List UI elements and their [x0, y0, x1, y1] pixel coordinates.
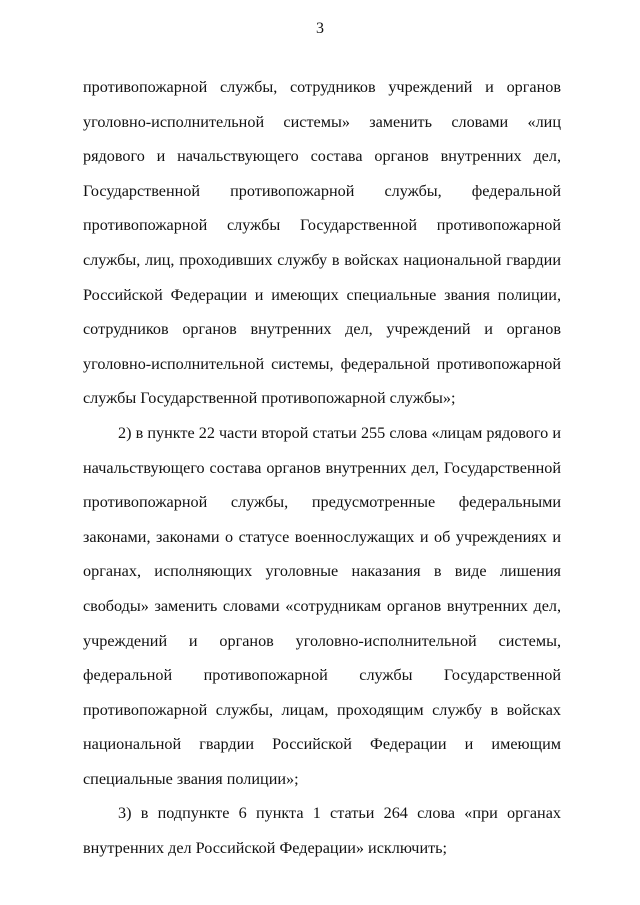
page-number: 3: [316, 20, 324, 37]
paragraph-item-3: 3) в подпункте 6 пункта 1 статьи 264 слова «при органах внутренних дел Российской Федерации» исключить;: [83, 804, 561, 858]
paragraph-item-2: 2) в пункте 22 части второй статьи 255 слова «лицам рядового и начальствующего состава органов внутренних дел, Государственной противопожарной службы, предусмотренные федеральными законами, законами о статусе военнослужащих и об учреждениях и органах, исполняющих уголовные наказания в виде лишения свободы» заменить словами «сотрудникам органов внутренних дел, учреждений и органов уголовно-исполнительной системы, федеральной противопожарной службы Государственной противопожарной службы, лицам, проходящим службу в войсках национальной гвардии Российской Федерации и имеющим специальные звания полиции»;: [83, 423, 561, 788]
document-body: [83, 70, 561, 866]
paragraph-continuation: противопожарной службы, сотрудников учреждений и органов уголовно-исполнительной системы» заменить словами «лиц рядового и начальствующего состава органов внутренних дел, Государственной противопожарной службы, федеральной противопожарной службы Государственной противопожарной службы, лиц, проходивших службу в войсках национальной гвардии Российской Федерации и имеющих специальные звания полиции, сотрудников органов внутренних дел, учреждений и органов уголовно-исполнительной системы, федеральной противопожарной службы Государственной противопожарной службы»;: [83, 78, 561, 408]
